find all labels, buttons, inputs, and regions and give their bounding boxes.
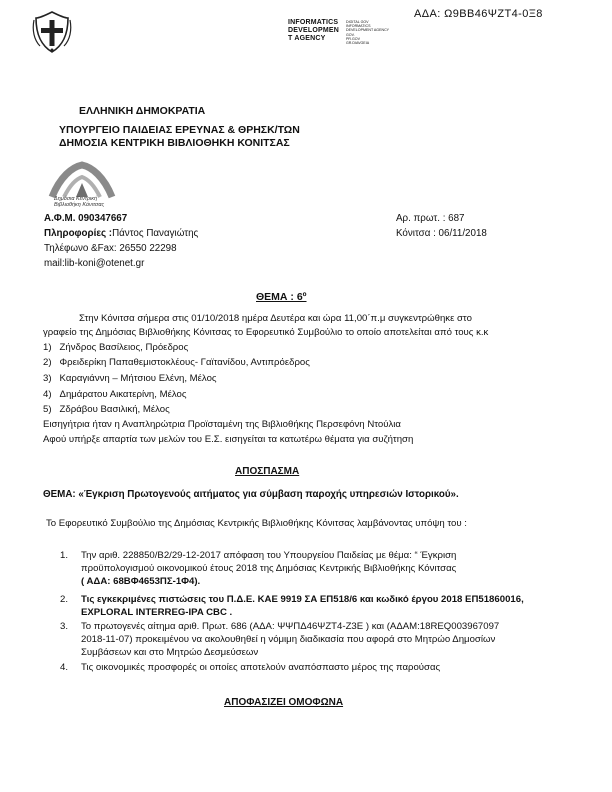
di-en-line: DEVELOPMENT AGENCY — [346, 28, 390, 33]
item-line: Την αριθ. 228850/Β2/29-12-2017 απόφαση του Υπουργείου Παιδείας με θέμα: “ Έγκριση — [81, 550, 457, 561]
di-label-line: T AGENCY — [288, 35, 326, 42]
member-item: 2) Φρειδερίκη Παπαθεμιστοκλέους- Γαϊτανίδου, Αντιπρόεδρος — [43, 357, 310, 368]
intro-line: Στην Κόνιτσα σήμερα στις 01/10/2018 ημέρα Δευτέρα και ώρα 11,00΄π.μ συγκεντρώθηκε στο — [79, 313, 472, 324]
subject-number: ΘΕΜΑ : 6º — [256, 291, 307, 303]
item-number: 4. — [60, 662, 69, 673]
protocol-number: Αρ. πρωτ. : 687 — [396, 213, 465, 224]
intro-line: γραφείο της Δημόσιας Βιβλιοθήκης Κόνιτσας το Εφορευτικό Συμβούλιο το οποίο αποτελείται από τους κ.κ — [43, 327, 489, 338]
header-library: ΔΗΜΟΣΙΑ ΚΕΝΤΡΙΚΗ ΒΙΒΛΙΟΘΗΚΗ ΚΟΝΙΤΣΑΣ — [59, 137, 290, 149]
unanimous-decision-title: ΑΠΟΦΑΣΙΖΕΙ ΟΜΟΦΩΝΑ — [224, 697, 344, 708]
di-en-line: GR.DIAVGEIA — [346, 41, 370, 46]
di-en-line: DIGITAL GOV — [346, 20, 369, 24]
item-line: Συμβάσεων και στο Μητρώο Δεσμεύσεων — [81, 647, 259, 658]
member-item: 1) Ζήνδρος Βασίλειος, Πρόεδρος — [43, 342, 189, 353]
item-line: προϋπολογισμού οικονομικού έτους 2018 της Δημόσιας Κεντρικής Βιβλιοθήκης Κόνιτσας — [81, 563, 457, 574]
item-line: Τις εγκεκριμένες πιστώσεις του Π.Δ.Ε. ΚΑΕ 9919 ΣΑ ΕΠ518/6 και κωδικό έργου 2018 ΕΠ51860016, — [81, 594, 524, 605]
member-item: 4) Δημάρατου Αικατερίνη, Μέλος — [43, 389, 187, 400]
item-number: 3. — [60, 621, 69, 632]
header-ministry: ΥΠΟΥΡΓΕΙΟ ΠΑΙΔΕΙΑΣ ΕΡΕΥΝΑΣ & ΘΡΗΣΚ/ΤΩΝ — [59, 124, 300, 136]
info-label: Πληροφορίες : — [44, 228, 113, 239]
di-en-line: GOV. — [346, 32, 355, 37]
info-line — [44, 228, 198, 239]
greek-coat-of-arms-icon — [30, 10, 74, 54]
logo-text-line: Δημόσια Κεντρική — [54, 196, 98, 202]
header-republic: ΕΛΛΗΝΙΚΗ ΔΗΜΟΚΡΑΤΙΑ — [79, 105, 206, 117]
info-value: Πάντος Παναγιώτης — [112, 228, 199, 239]
item-line: EXPLORAL INTERREG-IPA CBC . — [81, 607, 233, 618]
item-line: Το πρωτογενές αίτημα αριθ. Πρωτ. 686 (ΑΔΑ: ΨΨΠΔ46ΨΖΤ4-Ζ3Ε ) και (ΑΔΑΜ:18REQ003967097 — [81, 621, 500, 632]
item-number: 1. — [60, 550, 69, 561]
considering-line: Το Εφορευτικό Συμβούλιο της Δημόσιας Κεντρικής Βιβλιοθήκης Κόνιτσας λαμβάνοντας υπόψη του : — [46, 518, 467, 529]
informatics-agency-label — [288, 19, 339, 43]
di-label-line: DEVELOPMEN — [288, 27, 340, 34]
item-line: Τις οικονομικές προσφορές οι οποίες αποτελούν αναπόσπαστο μέρος της παρούσας — [81, 662, 441, 673]
di-en-line: PR.GOV — [346, 36, 360, 41]
di-en-line: INFORMATICS — [346, 24, 371, 29]
ada-code: ΑΔΑ: Ω9ΒΒ46ΨΖΤ4-0Ξ8 — [414, 8, 543, 20]
member-item: 3) Καραγιάννη – Μήτσιου Ελένη, Μέλος — [43, 373, 217, 384]
library-logo-text — [54, 196, 104, 208]
rapporteur-line: Εισηγήτρια ήταν η Αναπληρώτρια Προϊσταμένη της Βιβλιοθήκης Περσεφόνη Ντούλια — [43, 419, 401, 430]
member-item: 5) Ζδράβου Βασιλική, Μέλος — [43, 404, 170, 415]
item-line: ( ΑΔΑ: 68ΒΦ4653ΠΣ-1Φ4). — [81, 576, 201, 587]
phone-fax: Τηλέφωνο &Fax: 26550 22298 — [44, 243, 177, 254]
decision-subject: ΘΕΜΑ: «Έγκριση Πρωτογενούς αιτήματος για σύμβαση παροχής υπηρεσιών Ιστορικού». — [43, 489, 459, 500]
logo-text-line: Βιβλιοθήκη Κόνιτσας — [54, 202, 105, 208]
item-number: 2. — [60, 594, 69, 605]
extract-title: ΑΠΟΣΠΑΣΜΑ — [235, 466, 300, 477]
afm-number: Α.Φ.Μ. 090347667 — [44, 213, 128, 224]
quorum-line: Αφού υπήρξε απαρτία των μελών του Ε.Σ. εισηγείται τα κατωτέρω θέματα για συζήτηση — [43, 434, 414, 445]
di-label-line: INFORMATICS — [288, 19, 339, 26]
document-date: Κόνιτσα : 06/11/2018 — [396, 228, 487, 239]
item-line: 2018-11-07) προκειμένου να ακολουθηθεί η νόμιμη διαδικασία που αφορά στο Μητρώο Δημοσίων — [81, 634, 496, 645]
email: mail:lib-koni@otenet.gr — [44, 258, 145, 269]
informatics-agency-subtext — [346, 20, 389, 45]
